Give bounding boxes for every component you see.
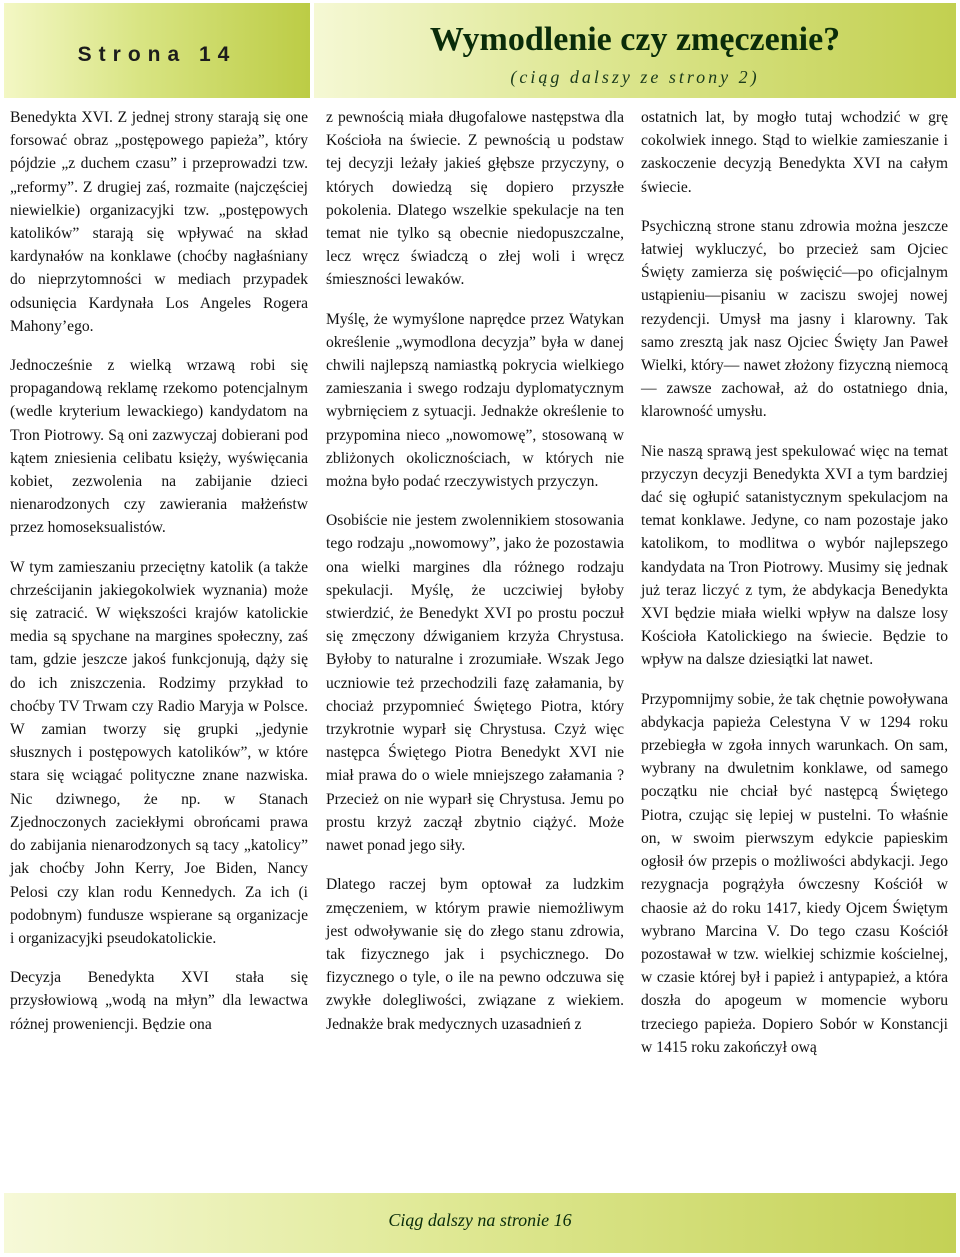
paragraph: Benedykta XVI. Z jednej strony starają się one forsować obraz „postępowego papieża”, który pójdzie „z duchem czasu” i przeprowadzi tzw. „reformy”. Z drugiej zaś, rozmaite (najczęściej niewielkie) organizacyjki tzw. „postępowych katolików” starają się wpływać na skład kardynałów na konklawe (choćby nagłaśniany do nieprzytomności w mediach przypadek odsunięcia Kardynała Los Angeles Rogera Mahony’ego. (10, 109, 308, 335)
article-subtitle: (ciąg dalszy ze strony 2) (510, 67, 760, 87)
paragraph: W tym zamieszaniu przeciętny katolik (a także chrześcijanin jakiegokolwiek wyznania) może się zatracić. W większości krajów katolickie media są spychane na margines społeczny, zaś tam, gdzie jeszcze jakoś funkcjonują, dąży się do ich zniszczenia. Rodzimy przykład to choćby TV Trwam czy Radio Maryja w Polsce. W zamian tworzy się grupki „jedynie słusznych i postępowych katolików”, w które stara się wciągać polityczne znane nazwiska. Nic dziwnego, że np. w Stanach Zjednoczonych zaciekłymi obrońcami prawa do zabijania nienarodzonych są tacy „katolicy” jak choćby John Kerry, Joe Biden, Nancy Pelosi czy klan rodu Kennedych. Za ich (i podobnym) fundusze wspierane są organizacje i organizacyjki pseudokatolickie. (10, 558, 308, 947)
paragraph: Osobiście nie jestem zwolennikiem stosowania tego rodzaju „nowomowy”, jako że pozostawia ona wielki margines dla różnego rodzaju spekulacji. Myślę, że uczciwiej byłoby stwierdzić, że Benedykt XVI po prostu poczuł się zmęczony dźwiganiem krzyża Chrystusa. Byłoby to naturalne i zrozumiałe. Wszak Jego uczniowie też przechodzili fazę załamania, by chociaż przypomnieć Świętego Piotra, który trzykrotnie wyparł się Chrystusa. Czyż więc następca Świętego Piotra Benedykt XVI nie miał prawa do o wiele mniejszego załamania ? Przecież on nie wyparł się Chrystusa. Jemu po prostu krzyż zaczął zbytnio ciążyć. Może nawet ponad jego siły. (326, 512, 624, 855)
continued-note: Ciąg dalszy na stronie 16 (388, 1210, 572, 1230)
paragraph: ostatnich lat, by mogło tutaj wchodzić w grę cokolwiek innego. Stąd to wielkie zamieszanie i zaskoczenie decyzją Benedykta XVI na całym świecie. (641, 109, 948, 196)
article-title: Wymodlenie czy zmęczenie? (429, 21, 841, 58)
page-header (4, 3, 956, 98)
text-column-2 (326, 106, 624, 1052)
text-column-3 (641, 106, 948, 1075)
paragraph: Jednocześnie z wielką wrzawą robi się propagandową reklamę rzekomo potencjalnym (wedle kryterium lewackiego) kandydatom na Tron Piotrowy. Są oni zazwyczaj dobierani pod kątem zniesienia celibatu księży, wyświęcania kobiet, zezwolenia na zabijanie dzieci nienarodzonych czy zawierania małżeństw przez homoseksualistów. (10, 357, 308, 537)
paragraph: Psychiczną strone stanu zdrowia można jeszcze łatwiej wykluczyć, bo przecież sam Ojciec Święty zamierza się poświęcić—po oficjalnym ustąpieniu—pisaniu w zaciszu swojej nowej rezydencji. Umysł ma jasny i klarowny. Tak samo zresztą jak nasz Ojciec Święty Jan Paweł Wielki, który— nawet złożony fizyczną niemocą— zawsze zachował, aż do ostatniego dnia, klarowność umysłu. (641, 217, 948, 421)
paragraph: Przypomnijmy sobie, że tak chętnie powoływana abdykacja papieża Celestyna V w 1294 roku przebiegła w zgoła innych warunkach. On sam, wybrany na dwuletnim konklawe, od samego początku nie chciał być następcą Świętego Piotra, czując się lepiej w pustelni. To właśnie on, w swoim pierwszym edykcie papieskim ogłosił ów przepis o możliwości abdykacji. Jego rezygnacja pogrążyła ówczesny Kościół w chaosie aż do roku 1417, kiedy Ojcem Świętym wybrano Marcina V. Do tego czasu Kościół pozostawał w tzw. wielkiej schizmie kościelnej, w czasie której był i papież i antypapież, a która doszła do apogeum w momencie wyboru trzeciego papieża. Dopiero Sobór w Konstancji w 1415 roku zakończył ową (641, 690, 948, 1056)
text-column-1 (10, 106, 308, 1052)
page-number-banner (4, 3, 310, 98)
paragraph: Decyzja Benedykta XVI stała się przysłowiową „wodą na młyn” dla lewactwa różnej proweniencji. Będzie ona (10, 969, 308, 1033)
paragraph: Dlatego raczej bym optował za ludzkim zmęczeniem, w którym prawie niemożliwym jest odwoływanie się do złego stanu zdrowia, tak fizycznego jak i psychicznego. Do fizycznego o tyle, o ile na pewno odczuwa się zwykłe dolegliwości, związane z wiekiem. Jednakże brak medycznych uzasadnień z (326, 876, 624, 1033)
paragraph: z pewnością miała długofalowe następstwa dla Kościoła na świecie. Z pewnością u podstaw tej decyzji leżały jakieś głębsze przyczyny, o których dowiedzą się dopiero przyszłe pokolenia. Dlatego wszelkie spekulacje na ten temat nie tylko są obecnie niedopuszczalne, lecz wręcz świadczą o złej woli i wręcz śmieszności lewaków. (326, 109, 624, 289)
title-banner (314, 3, 956, 98)
page-footer (4, 1193, 956, 1253)
page-number-label: Strona 14 (77, 43, 237, 66)
paragraph: Myślę, że wymyślone naprędce przez Watykan określenie „wymodlona decyzja” była w danej chwili najlepszą namiastką pokrycia wielkiego zamieszania i swego rodzaju dyplomatycznym wybrnięciem z sytuacji. Jednakże określenie to przypomina nieco „nowomowę”, stosowaną w zbliżonych okolicznościach, w których nie można było podać rzeczywistych przyczyn. (326, 310, 624, 491)
paragraph: Nie naszą sprawą jest spekulować więc na temat przyczyn decyzji Benedykta XVI a tym bardziej dać się ogłupić satanistycznym spekulacjom na temat konklawe. Jedyne, co nam pozostaje jako katolikom, to modlitwa o wybór najlepszego kandydata na Tron Piotrowy. Musimy się jednak już teraz liczyć z tym, że abdykacja Benedykta XVI będzie miała wielki wpływ na dalsze losy Kościoła Katolickiego na świecie. Będzie to wpływ na dalsze dziesiątki lat nawet. (641, 442, 948, 669)
